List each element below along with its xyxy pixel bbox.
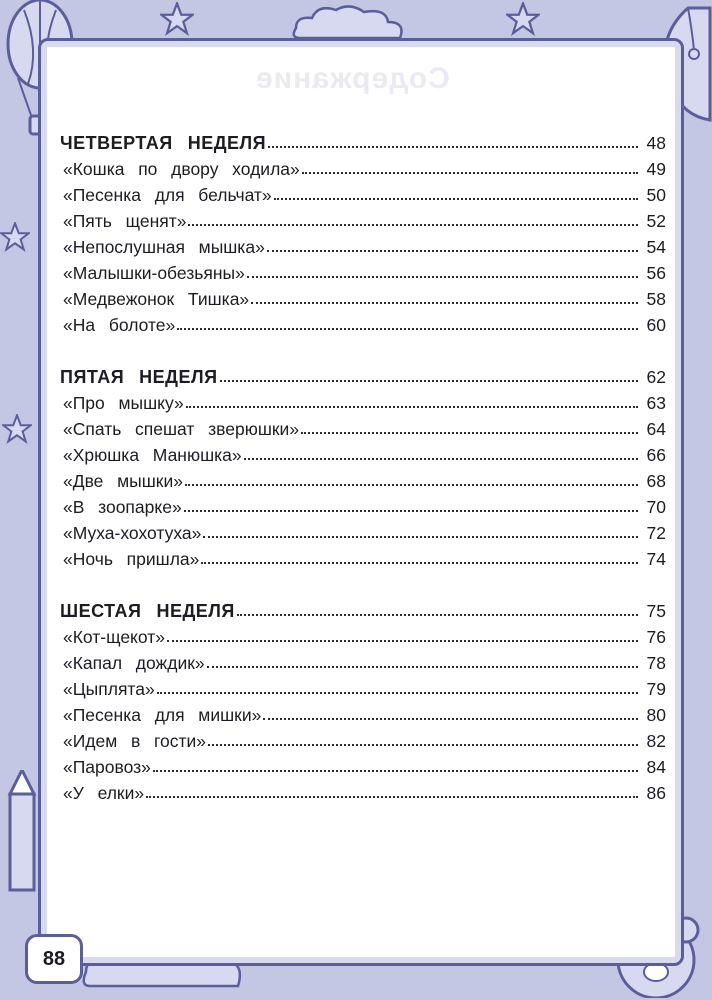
dot-leader [153,769,638,772]
entry-page: 82 [646,731,666,751]
dot-leader [185,483,638,486]
entry-page: 86 [646,783,666,803]
toc-entry[interactable] [63,517,666,543]
entry-title: «Спать спешат зверюшки» [63,419,300,439]
toc-entry[interactable] [63,205,666,231]
toc-entry[interactable] [63,257,666,283]
entry-title: «У елки» [63,783,145,803]
toc-entry[interactable] [63,153,666,179]
dot-leader [167,639,638,642]
entry-title: «Цыплята» [63,679,155,699]
toc-entry[interactable] [63,621,666,647]
dot-leader [267,249,638,252]
toc-section-heading[interactable] [60,127,666,153]
entry-page: 74 [646,549,666,569]
entry-page: 72 [646,523,666,543]
entry-title: «Непослушная мышка» [63,237,265,257]
dot-leader [237,613,638,616]
star-icon [506,2,540,36]
dot-leader [302,171,638,174]
toc-entry[interactable] [63,179,666,205]
table-of-contents [60,127,666,803]
toc-entry[interactable] [63,231,666,257]
section-title: ШЕСТАЯ НЕДЕЛЯ [60,601,235,621]
toc-section-heading[interactable] [60,595,666,621]
entry-title: «Две мышки» [63,471,183,491]
toc-entry[interactable] [63,777,666,803]
dot-leader [301,431,638,434]
entry-title: «Капал дождик» [63,653,205,673]
dot-leader [177,327,638,330]
toc-entry[interactable] [63,309,666,335]
entry-title: «Кошка по двору ходила» [63,159,300,179]
entry-page: 76 [646,627,666,647]
dot-leader [201,561,638,564]
dot-leader [157,691,638,694]
dot-leader [244,457,638,460]
entry-page: 79 [646,679,666,699]
entry-page: 70 [646,497,666,517]
entry-page: 84 [646,757,666,777]
entry-title: «Муха-хохотуха» [63,523,202,543]
section-title: ПЯТАЯ НЕДЕЛЯ [60,367,218,387]
entry-title: «Песенка для бельчат» [63,185,272,205]
entry-page: 60 [646,315,666,335]
dot-leader [203,535,638,538]
entry-title: «Песенка для мишки» [63,705,262,725]
entry-page: 63 [646,393,666,413]
toc-entry[interactable] [63,543,666,569]
cloud-icon [290,2,410,42]
section-page: 62 [646,367,666,387]
entry-page: 66 [646,445,666,465]
dot-leader [268,145,638,148]
entry-title: «Про мышку» [63,393,184,413]
entry-page: 49 [646,159,666,179]
entry-page: 52 [646,211,666,231]
dot-leader [146,795,638,798]
page-number: 88 [25,934,83,984]
star-icon [0,222,30,252]
entry-page: 64 [646,419,666,439]
dot-leader [184,509,638,512]
entry-page: 68 [646,471,666,491]
toc-entry[interactable] [63,439,666,465]
toc-entry[interactable] [63,647,666,673]
entry-title: «Ночь пришла» [63,549,200,569]
dot-leader [274,197,638,200]
toc-entry[interactable] [63,387,666,413]
entry-page: 78 [646,653,666,673]
entry-page: 80 [646,705,666,725]
dot-leader [186,405,638,408]
dot-leader [247,275,638,278]
entry-title: «В зоопарке» [63,497,182,517]
toc-entry[interactable] [63,283,666,309]
entry-title: «Хрюшка Манюшка» [63,445,242,465]
dot-leader [263,717,638,720]
section-page: 75 [646,601,666,621]
entry-title: «Пять щенят» [63,211,187,231]
dot-leader [208,743,638,746]
toc-entry[interactable] [63,725,666,751]
toc-entry[interactable] [63,699,666,725]
entry-title: «Паровоз» [63,757,151,777]
toc-entry[interactable] [63,465,666,491]
entry-page: 56 [646,263,666,283]
dot-leader [188,223,638,226]
section-page: 48 [646,133,666,153]
entry-page: 54 [646,237,666,257]
star-icon [2,414,32,444]
entry-title: «Кот-щекот» [63,627,166,647]
entry-page: 50 [646,185,666,205]
toc-section-heading[interactable] [60,361,666,387]
toc-entry[interactable] [63,751,666,777]
background-heading: Содержание [255,62,450,95]
entry-page: 58 [646,289,666,309]
toc-entry[interactable] [63,673,666,699]
dot-leader [207,665,638,668]
entry-title: «Медвежонок Тишка» [63,289,250,309]
toc-entry[interactable] [63,413,666,439]
entry-title: «Малышки-обезьяны» [63,263,245,283]
star-icon [160,2,194,36]
section-title: ЧЕТВЕРТАЯ НЕДЕЛЯ [60,133,267,153]
dot-leader [220,379,638,382]
toc-entry[interactable] [63,491,666,517]
entry-title: «Идем в гости» [63,731,207,751]
entry-title: «На болоте» [63,315,176,335]
dot-leader [251,301,638,304]
